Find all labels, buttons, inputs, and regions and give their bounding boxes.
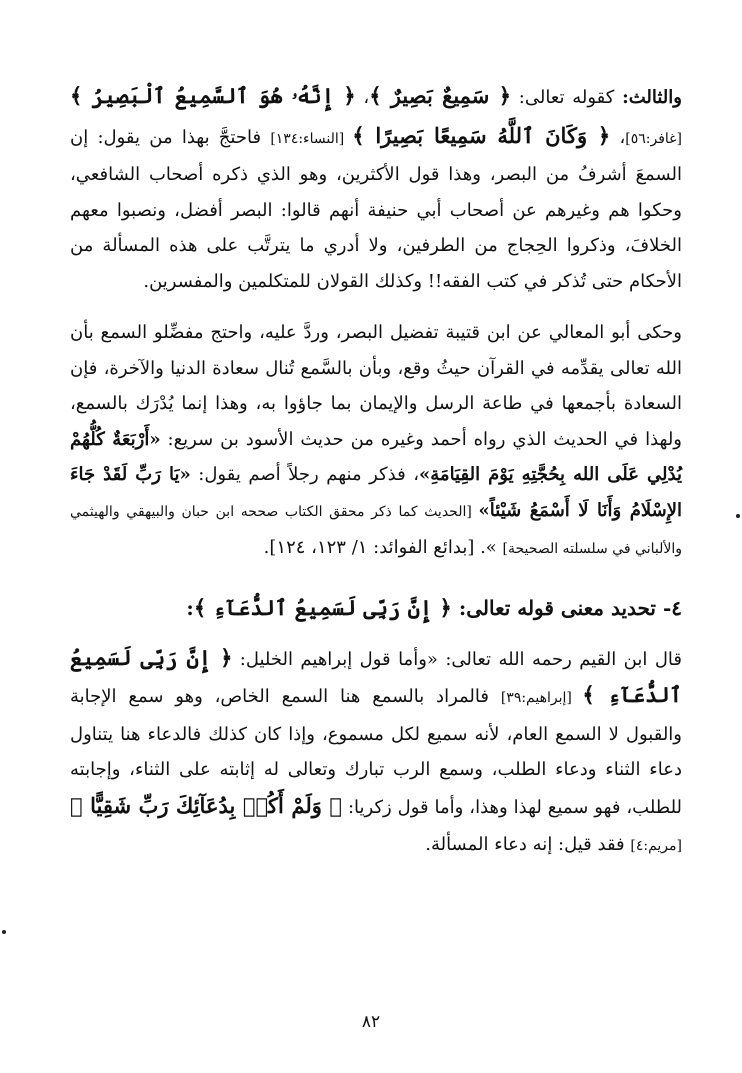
quran-verse: ﴿ إِنَّهُۥ هُوَ ٱلسَّمِيعُ ٱلْبَصِيرُ ﴾ (70, 83, 356, 108)
text-span: ، (355, 87, 370, 108)
paragraph-abu-al-maali (70, 315, 682, 568)
text-span: فالمراد بالسمع هنا السمع الخاص، وهو سمع الإجابة والقبول لا السمع العام، لأنه سميع لكل مسموع، وإذا كان كذلك فالدعاء هنا يتناول دعاء الثناء ودعاء الطلب، وسمع الرب تبارك وتعالى له إثابته على الثناء، وإجابته للطلب، فهو سميع لهذا وهذا، وأما قول زكريا: (70, 686, 683, 818)
scan-speck (2, 930, 6, 934)
verse-reference: [مريم:٤] (630, 838, 682, 854)
text-span: فقد قيل: إنه دعاء المسألة. (425, 834, 631, 855)
heading-label: ٤- تحديد معنى قوله تعالى: (451, 595, 682, 620)
text-span: كقوله تعالى: (511, 87, 623, 108)
quran-verse: ﴿ إِنَّ رَبِّى لَسَمِيعُ ٱلدُّعَآءِ ﴾ (193, 594, 452, 620)
quran-verse: ﴿ سَمِيعٌ بَصِيرٌ ﴾ (369, 83, 512, 108)
page-number: ٨٢ (361, 1012, 381, 1032)
quran-verse: ﴿ وَكَانَ ٱللَّهُ سَمِيعًا بَصِيرًا ﴾ (352, 122, 611, 148)
text-span: وحكى أبو المعالي عن ابن قتيبة تفضيل البصر، وردَّ عليه، واحتج مفضِّلو السمع بأن الله تعالى يقدِّمه في القرآن حيثُ وقع، وبأن بالسَّمع تُنال سعادة الدنيا والآخرة، فإن السعادة بأجمعها في طاعة الرسل والإيمان بما جاؤوا به، وهذا إنما يُدْرَك بالسمع، ولهذا في الحديث الذي رواه أحمد وغيره من حديث الأسود بن سريع: (70, 322, 682, 450)
heading-end: : (186, 595, 194, 620)
hadith-text: «أَرْبَعَةٌ كُلُّهُمْ يُدْلِي عَلَى الله بِحُجَّتِهِ يَوْمَ القِيَامَةِ» (70, 428, 682, 485)
scan-speck (736, 514, 740, 518)
paragraph-third-reason (70, 78, 682, 299)
text-span: قال ابن القيم رحمه الله تعالى: «وأما قول إبراهيم الخليل: (232, 648, 682, 670)
text-span: فاحتجَّ بهذا من يقول: إن السمعَ أشرفُ من البصر، وهذا قول الأكثرين، وهو الذي ذكره أصحاب الشافعي، وحكوا هم وغيرهم عن أصحاب أبي حنيفة أنهم قالوا: البصر أفضل، ونصبوا معهم الخلافَ، وذكروا الحِجاج من الطرفين، ولا أدري ما يترتَّب على هذه المسألة من الأحكام حتى تُذكر في كتب الفقه!! وكذلك القولان للمتكلمين والمفسرين. (70, 126, 682, 292)
page-body (70, 78, 682, 865)
text-span: ، (610, 126, 626, 148)
paragraph-lead: والثالث: (622, 87, 682, 108)
quran-verse: ﴿ إِنَّ رَبِّى لَسَمِيعُ ٱلدُّعَآءِ ﴾ (70, 644, 682, 707)
section-heading (70, 590, 682, 626)
verse-reference: [النساء:١٣٤] (270, 130, 353, 147)
verse-reference: [غافر:٥٦] (625, 130, 682, 147)
text-span: ، فذكر منهم رجلاً أصم يقول: (190, 464, 420, 485)
hadith-text: «يَا رَبِّ لَقَدْ جَاءَ الإِسْلَامُ وَأَنَا لَا أَسْمَعُ شَيْئاً» (70, 464, 682, 521)
paragraph-ibn-al-qayyim (70, 640, 682, 865)
quran-verse: ﴿ وَلَمْ أَكُنۢ بِدُعَآئِكَ رَبِّ شَقِيًّا ﴾ (70, 792, 343, 818)
text-span: ». [بدائع الفوائد: ١/ ١٢٣، ١٢٤]. (263, 537, 503, 558)
hadith-note: [الحديث كما ذكر محقق الكتاب صححه ابن حبان والبيهقي والهيثمي والألباني في سلسلته الصحيحة] (70, 503, 682, 557)
verse-reference: [إبراهيم:٣٩] (500, 690, 583, 706)
